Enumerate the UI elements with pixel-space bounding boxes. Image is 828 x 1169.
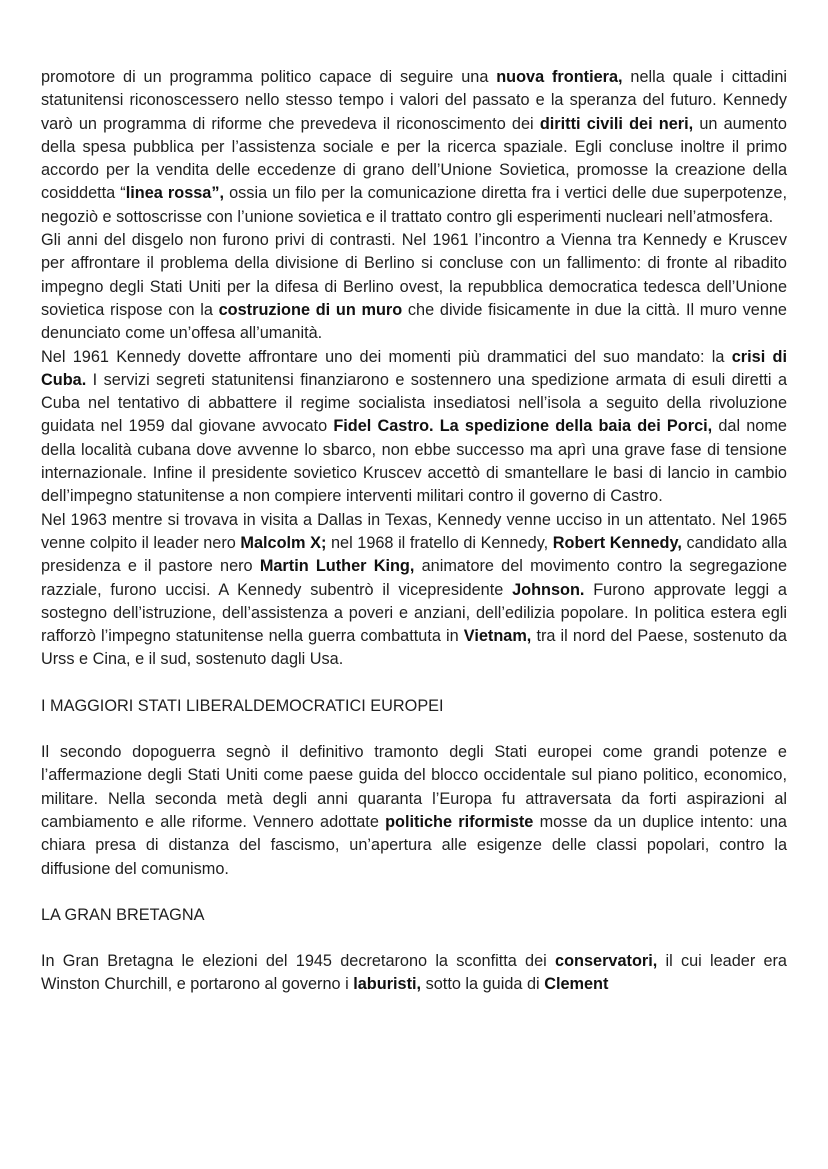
bold-term: laburisti, (353, 975, 422, 994)
text-run: un aumento della spesa pubblica per l’assistenza sociale e per la ricerca spaziale. Egli concluse inoltre il primo accordo per la vendita delle eccedenze di grano dell’Unione Sovietica, promosse la creazione della cosiddetta “ (41, 114, 787, 203)
text-run: animatore del movimento contro la segregazione razziale, furono uccisi. A Kennedy subentrò il vicepresidente (41, 557, 787, 599)
spacer (41, 927, 787, 950)
text-run: promotore di un programma politico capace di seguire una (41, 68, 497, 86)
paragraph-kennedy-reforms (41, 66, 787, 229)
spacer (41, 718, 787, 741)
text-run: Furono approvate leggi a sostegno dell’istruzione, dell’assistenza a poveri e anziani, dell’edilizia popolare. In politica estera egli rafforzò l’impegno statunitense nella guerra combattuta in (41, 580, 787, 646)
text-run: sotto la guida di (421, 975, 545, 994)
bold-term: crisi di Cuba. (41, 347, 787, 389)
bold-term: Vietnam, (463, 627, 532, 646)
text-run: In Gran Bretagna le elezioni del 1945 decretarono la sconfitta dei (41, 952, 556, 971)
bold-term: nuova frontiera, (496, 68, 623, 86)
text-run: nel 1968 il fratello di Kennedy, (326, 533, 553, 552)
text-run: Nel 1961 Kennedy dovette affrontare uno dei momenti più drammatici del suo mandato: la (41, 347, 732, 366)
text-run: I servizi segreti statunitensi finanziarono e sostennero una spedizione armata di esuli diretti a Cuba nel tentativo di abbattere il regime socialista insediatosi nell’isola a seguito della rivoluzione guidata nel 1959 dal giovane avvocato (41, 370, 787, 436)
bold-term: Robert Kennedy, (552, 533, 682, 552)
text-run: nella quale i cittadini statunitensi riconoscessero nello stesso tempo i valori del passato e la speranza del futuro. Kennedy varò un programma di riforme che prevedeva il riconoscimento dei (41, 68, 787, 133)
section-heading-europe: I MAGGIORI STATI LIBERALDEMOCRATICI EUROPEI (41, 696, 444, 715)
text-run: che divide fisicamente in due la città. Il muro venne denunciato come un’offesa all’umanità. (41, 300, 787, 343)
paragraph-europe (41, 741, 787, 881)
bold-term: Johnson. (512, 580, 585, 599)
paragraph-berlin-wall (41, 229, 787, 345)
text-run: il cui leader era Winston Churchill, e portarono al governo i (41, 952, 787, 994)
text-run: candidato alla presidenza e il pastore nero (41, 533, 787, 576)
bold-term: diritti civili dei neri, (539, 114, 694, 133)
bold-term: Malcolm X; (240, 533, 327, 552)
spacer (41, 881, 787, 904)
text-run: tra il nord del Paese, sostenuto da Urss e Cina, e il sud, sostenuto dagli Usa. (41, 627, 787, 669)
section-heading-uk: LA GRAN BRETAGNA (41, 905, 205, 924)
bold-term: costruzione di un muro (218, 300, 403, 319)
bold-term: Martin Luther King, (259, 557, 415, 576)
text-run: Gli anni del disgelo non furono privi di contrasti. Nel 1961 l’incontro a Vienna tra Kennedy e Kruscev per affrontare il problema della divisione di Berlino si concluse con un fallimento: di fronte al ribadito impegno degli Stati Uniti per la difesa di Berlino ovest, la repubblica democratica tedesca dell’Unione sovietica rispose con la (41, 231, 787, 319)
bold-term: Fidel Castro. La spedizione della baia dei Porci, (333, 417, 713, 436)
paragraph-uk (41, 950, 787, 997)
text-run: Nel 1963 mentre si trovava in visita a Dallas in Texas, Kennedy venne ucciso in un attentato. Nel 1965 venne colpito il leader nero (41, 510, 787, 552)
paragraph-cuba-crisis (41, 346, 787, 509)
bold-term: politiche riformiste (385, 812, 534, 831)
bold-term: Clement (544, 975, 609, 994)
text-run: Il secondo dopoguerra segnò il definitivo tramonto degli Stati europei come grandi potenze e l’affermazione degli Stati Uniti come paese guida del blocco occidentale sul piano politico, economico, militare. Nella seconda metà degli anni quaranta l’Europa fu attraversata da forti aspirazioni al cambiamento e alle riforme. Vennero adottate (41, 743, 787, 831)
text-run: dal nome della località cubana dove avvenne lo sbarco, non ebbe successo ma aprì una grave fase di tensione internazionale. Infine il presidente sovietico Kruscev accettò di smantellare le basi di lancio in cambio dell’impegno statunitense a non compiere interventi militari contro il governo di Castro. (41, 417, 787, 506)
document-page (41, 66, 787, 997)
text-run: ossia un filo per la comunicazione diretta fra i vertici delle due superpotenze, negoziò e sottoscrisse con l’unione sovietica e il trattato contro gli esperimenti nucleari nell’atmosfera. (41, 184, 787, 226)
bold-term: linea rossa”, (125, 184, 225, 203)
spacer (41, 672, 787, 695)
text-run: mosse da un duplice intento: una chiara presa di distanza del fascismo, un’apertura alle esigenze delle classi popolari, contro la diffusione del comunismo. (41, 812, 787, 878)
paragraph-assassinations (41, 509, 787, 672)
bold-term: conservatori, (555, 952, 658, 971)
